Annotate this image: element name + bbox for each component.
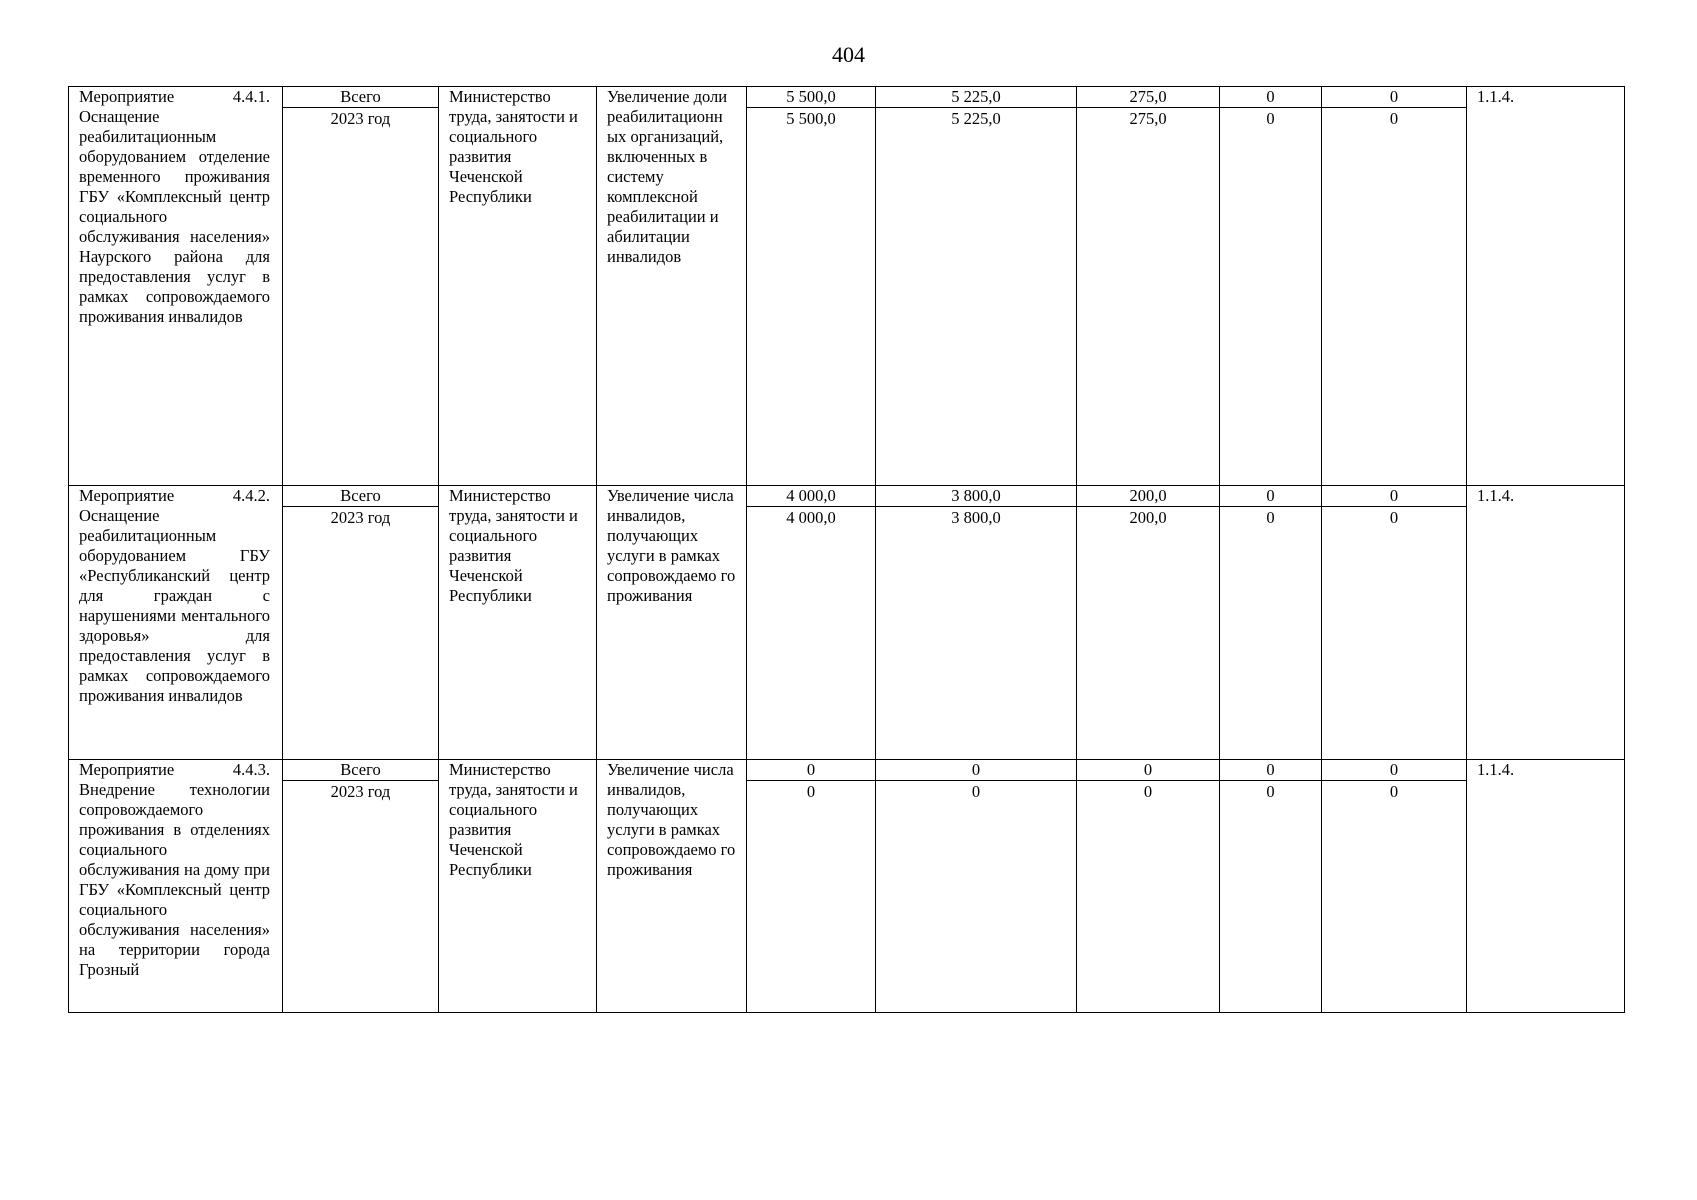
period-year: 2023 год xyxy=(283,781,439,1013)
period-year: 2023 год xyxy=(283,108,439,486)
amount-regional: 0 xyxy=(1077,781,1220,1013)
amount-other: 0 xyxy=(1322,108,1467,486)
measure-name: Мероприятие 4.4.1. Оснащение реабилитационным оборудованием отделение временного проживания ГБУ «Комплексный центр социального обслуживания населения» Наурского района для предоставления услуг в рамках сопровождаемого проживания инвалидов xyxy=(69,87,283,486)
measure-name: Мероприятие 4.4.2. Оснащение реабилитационным оборудованием ГБУ «Республиканский центр для граждан с нарушениями ментального здоровья» для предоставления услуг в рамках сопровождаемого проживания инвалидов xyxy=(69,486,283,760)
amount-total: 4 000,0 xyxy=(747,486,876,507)
amount-other: 0 xyxy=(1322,486,1467,507)
amount-federal: 3 800,0 xyxy=(876,507,1077,760)
period-total: Всего xyxy=(283,87,439,108)
amount-federal: 0 xyxy=(876,781,1077,1013)
table-row xyxy=(69,486,1625,507)
indicator-ref: 1.1.4. xyxy=(1467,486,1625,760)
amount-total: 4 000,0 xyxy=(747,507,876,760)
table-row xyxy=(69,507,1625,760)
table-row xyxy=(69,87,1625,108)
period-total: Всего xyxy=(283,486,439,507)
table-row xyxy=(69,108,1625,486)
amount-regional: 0 xyxy=(1077,760,1220,781)
expected-result: Увеличение числа инвалидов, получающих услуги в рамках сопровождаемо го проживания xyxy=(597,760,747,1013)
indicator-ref: 1.1.4. xyxy=(1467,760,1625,1013)
amount-local: 0 xyxy=(1220,781,1322,1013)
amount-total: 5 500,0 xyxy=(747,108,876,486)
amount-regional: 200,0 xyxy=(1077,486,1220,507)
amount-federal: 5 225,0 xyxy=(876,87,1077,108)
amount-local: 0 xyxy=(1220,760,1322,781)
period-year: 2023 год xyxy=(283,507,439,760)
amount-regional: 275,0 xyxy=(1077,108,1220,486)
period-total: Всего xyxy=(283,760,439,781)
expected-result: Увеличение числа инвалидов, получающих услуги в рамках сопровождаемо го проживания xyxy=(597,486,747,760)
executor: Министерство труда, занятости и социального развития Чеченской Республики xyxy=(439,760,597,1013)
amount-other: 0 xyxy=(1322,781,1467,1013)
amount-total: 0 xyxy=(747,760,876,781)
amount-federal: 0 xyxy=(876,760,1077,781)
amount-total: 0 xyxy=(747,781,876,1013)
amount-total: 5 500,0 xyxy=(747,87,876,108)
executor: Министерство труда, занятости и социального развития Чеченской Республики xyxy=(439,486,597,760)
page-number: 404 xyxy=(832,42,865,67)
table-row xyxy=(69,781,1625,1013)
measures-table xyxy=(68,86,1625,1013)
amount-regional: 200,0 xyxy=(1077,507,1220,760)
amount-other: 0 xyxy=(1322,760,1467,781)
table-row xyxy=(69,760,1625,781)
expected-result: Увеличение доли реабилитационн ых организаций, включенных в систему комплексной реабилитации и абилитации инвалидов xyxy=(597,87,747,486)
amount-local: 0 xyxy=(1220,507,1322,760)
amount-local: 0 xyxy=(1220,108,1322,486)
executor: Министерство труда, занятости и социального развития Чеченской Республики xyxy=(439,87,597,486)
amount-other: 0 xyxy=(1322,507,1467,760)
amount-federal: 5 225,0 xyxy=(876,108,1077,486)
amount-local: 0 xyxy=(1220,87,1322,108)
amount-federal: 3 800,0 xyxy=(876,486,1077,507)
indicator-ref: 1.1.4. xyxy=(1467,87,1625,486)
measure-name: Мероприятие 4.4.3. Внедрение технологии сопровождаемого проживания в отделениях социального обслуживания на дому при ГБУ «Комплексный центр социального обслуживания населения» на территории города Грозный xyxy=(69,760,283,1013)
amount-regional: 275,0 xyxy=(1077,87,1220,108)
amount-local: 0 xyxy=(1220,486,1322,507)
amount-other: 0 xyxy=(1322,87,1467,108)
